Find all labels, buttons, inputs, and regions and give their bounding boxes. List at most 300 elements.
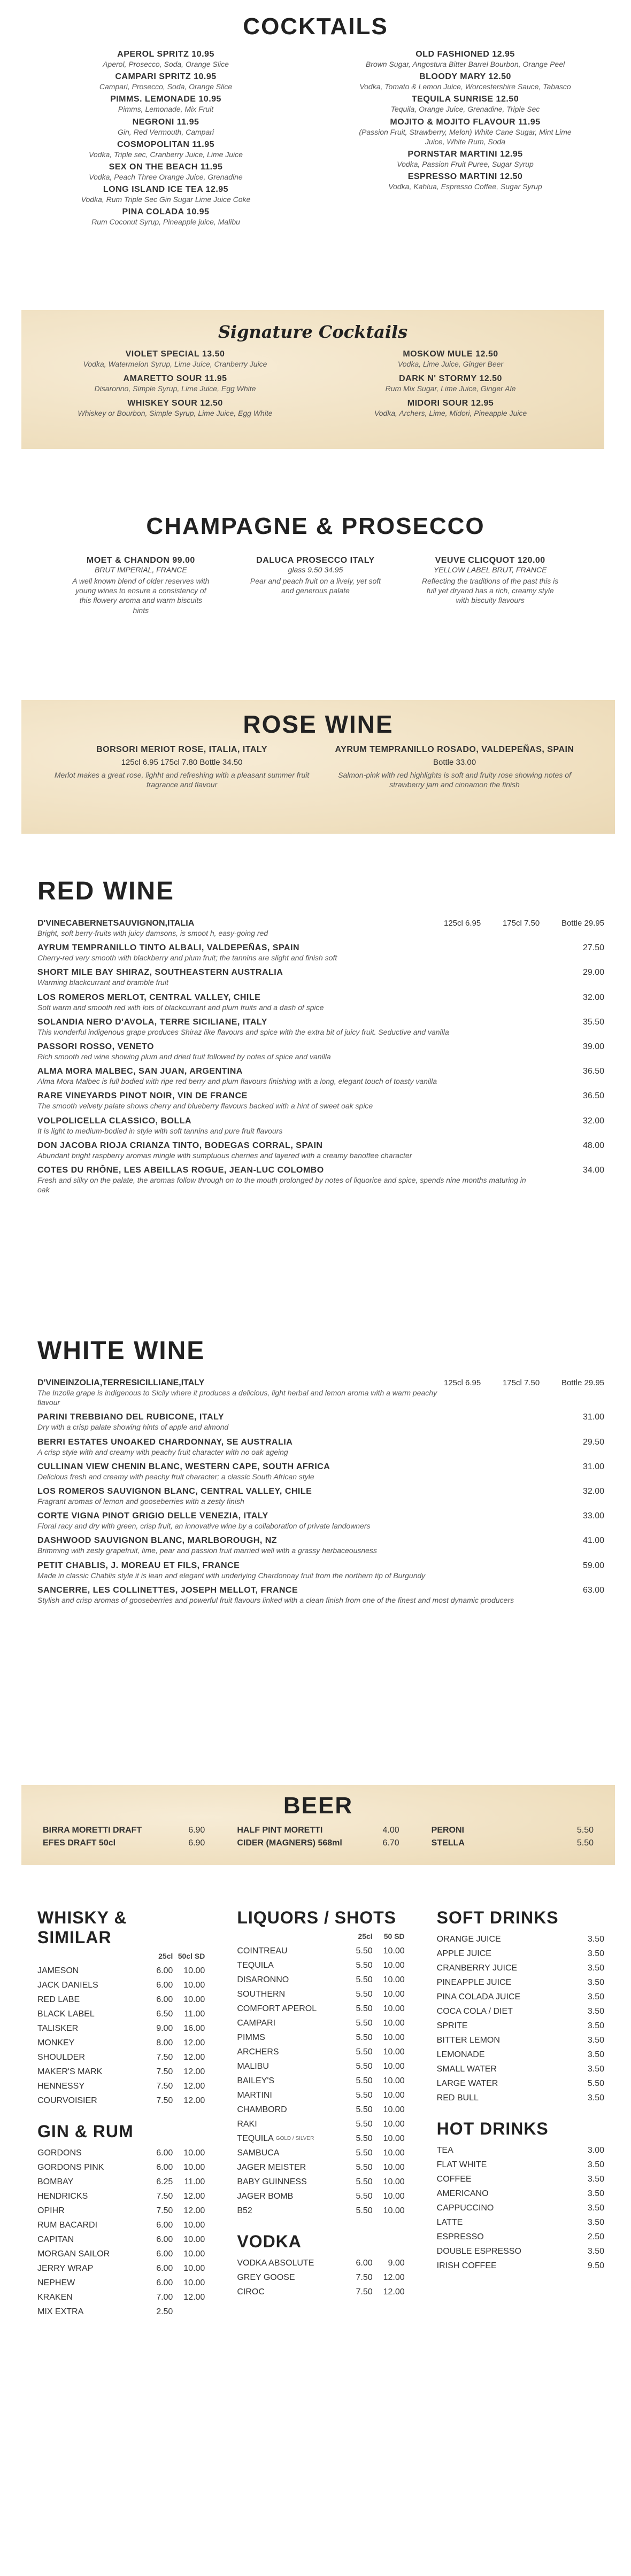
white-house-desc: The Inzolia grape is indigenous to Sicily where it produces a delicious, light herbal and lemon aroma with a warm peachy flavour xyxy=(37,1388,437,1407)
beer-name: CIDER (MAGNERS) 568ml xyxy=(237,1838,342,1848)
wine-main xyxy=(37,993,540,1012)
drink-row xyxy=(437,1990,604,2004)
wine-desc: Fragrant aromas of lemon and gooseberries with a zesty finish xyxy=(37,1496,244,1506)
signature-item xyxy=(53,350,297,369)
whisky-title: WHISKY & SIMILAR xyxy=(37,1908,127,1947)
cocktail-name: APEROL SPRITZ 10.95 xyxy=(117,50,214,59)
drink-price-double: 9.00 xyxy=(388,2258,405,2268)
rose-title: ROSE WINE xyxy=(243,710,394,738)
cocktail-name: NEGRONI 11.95 xyxy=(132,117,199,127)
drink-price: 5.50 xyxy=(587,2078,604,2088)
drink-row xyxy=(437,1961,604,1975)
drink-price-double: 10.00 xyxy=(383,2105,405,2114)
drink-price: 3.00 xyxy=(587,2145,604,2155)
cocktail-item xyxy=(59,50,273,69)
wine-price: 34.00 xyxy=(582,1165,604,1175)
drink-row xyxy=(237,2030,404,2045)
drink-price: 7.50 xyxy=(356,2272,373,2282)
rose-desc: Merlot makes a great rose, lighht and refreshing with a pleasant summer fruit fragrance and flavour xyxy=(54,771,310,789)
wine-price: 41.00 xyxy=(582,1536,604,1546)
wine-main xyxy=(37,943,540,963)
cocktail-item xyxy=(358,150,572,169)
drink-name: JACK DANIELS xyxy=(37,1980,98,1990)
wine-name: SOLANDIA NERO D'AVOLA, TERRE SICILIANE, ITALY xyxy=(37,1017,267,1027)
wine-desc: Warming blackcurrant and bramble fruit xyxy=(37,978,168,987)
drink-row xyxy=(437,2186,604,2201)
drink-name: OPIHR xyxy=(37,2206,65,2215)
drink-row xyxy=(237,2146,404,2160)
wine-name: LOS ROMEROS SAUVIGNON BLANC, CENTRAL VALLEY, CHILE xyxy=(37,1486,312,1496)
rose-prices: Bottle 33.00 xyxy=(433,758,476,767)
wine-desc: This wonderful indigenous grape produces Shiraz like flavours and spice with the extra bit of juicy fruit. Seductive and vanilla xyxy=(37,1027,449,1036)
drink-name: SPRITE xyxy=(436,2021,468,2030)
drink-name: TEA xyxy=(436,2145,453,2155)
liquors-column-header xyxy=(237,1932,404,1941)
beer-price: 4.00 xyxy=(382,1826,399,1835)
rose-item xyxy=(53,745,310,789)
drink-name: RUM BACARDI xyxy=(37,2220,98,2230)
drink-price-double: 12.00 xyxy=(383,2287,405,2296)
drink-price-double: 10.00 xyxy=(183,2162,205,2172)
drink-row xyxy=(437,2230,604,2244)
drink-row xyxy=(237,2175,404,2189)
drink-name: PINEAPPLE JUICE xyxy=(436,1977,512,1987)
drink-name: GORDONS PINK xyxy=(37,2162,104,2172)
wine-main xyxy=(37,1018,540,1037)
drink-name: ORANGE JUICE xyxy=(436,1934,501,1944)
drink-price-double: 10.00 xyxy=(383,1946,405,1956)
drink-name: APPLE JUICE xyxy=(436,1949,491,1958)
wine-price: 33.00 xyxy=(582,1511,604,1521)
drink-name: JAGER BOMB xyxy=(237,2191,294,2201)
cocktail-name: PINA COLADA 10.95 xyxy=(122,207,210,217)
rose-wine-panel xyxy=(21,700,615,834)
drink-name: ARCHERS xyxy=(237,2047,279,2057)
drink-price-double: 11.00 xyxy=(184,2009,205,2019)
drink-name: TEQUILA xyxy=(237,1960,274,1970)
drink-name: COINTREAU xyxy=(237,1946,288,1956)
red-house-desc: Bright, soft berry-fruits with juicy damsons, is smoot h, easy-going red xyxy=(37,929,268,937)
drink-row xyxy=(437,1932,604,1946)
beer-panel xyxy=(21,1785,615,1865)
drink-name: KRAKEN xyxy=(37,2292,73,2302)
signature-desc: Rum Mix Sugar, Lime Juice, Ginger Ale xyxy=(385,384,516,393)
drink-price: 3.50 xyxy=(587,2160,604,2169)
wine-desc: Fresh and silky on the palate, the aromas follow through on to the mouth prolonged by notes of liquorice and spice, spends nine months maturing in oak xyxy=(37,1175,526,1194)
drink-price: 3.50 xyxy=(587,1949,604,1958)
wine-price: 32.00 xyxy=(582,992,604,1002)
whisky-col2: 50cl SD xyxy=(178,1952,205,1960)
wine-desc: Floral racy and dry with green, crisp fruit, an innovative wine by a collaboration of private landowners xyxy=(37,1522,371,1531)
drink-row xyxy=(237,2131,404,2146)
drink-row xyxy=(437,2076,604,2091)
signature-desc: Whiskey or Bourbon, Simple Syrup, Lime Juice, Egg White xyxy=(78,409,273,418)
drink-price: 6.00 xyxy=(156,2220,173,2230)
drink-price: 5.50 xyxy=(356,2162,373,2172)
drink-row xyxy=(37,2290,205,2305)
red-wine-house-row xyxy=(37,919,604,938)
drink-row xyxy=(237,2088,404,2102)
signature-cocktails-panel xyxy=(21,310,604,449)
cocktail-desc: (Passion Fruit, Strawberry, Melon) White Cane Sugar, Mint Lime Juice, White Rum, Soda xyxy=(359,127,572,146)
drink-row xyxy=(37,2021,205,2036)
drink-row xyxy=(37,2305,205,2319)
drink-name: CAMPARI xyxy=(237,2018,276,2028)
cocktail-name: COSMOPOLITAN 11.95 xyxy=(117,139,215,149)
wine-name: BERRI ESTATES UNOAKED CHARDONNAY, SE AUSTRALIA xyxy=(37,1437,293,1447)
drink-row xyxy=(437,1946,604,1961)
wine-desc: Stylish and crisp aromas of gooseberries and powerful fruit flavours linked with a clean finish from one of the finest and most dynamic producers xyxy=(37,1595,514,1604)
drink-name: JERRY WRAP xyxy=(37,2263,94,2273)
white-wine-title: WHITE WINE xyxy=(37,1337,205,1365)
drink-price: 2.50 xyxy=(587,2232,604,2241)
drink-name: SHOULDER xyxy=(37,2052,85,2062)
drink-name: LATTE xyxy=(436,2217,463,2227)
drink-row xyxy=(37,2065,205,2079)
drink-price: 6.00 xyxy=(356,2258,373,2268)
beer-list xyxy=(43,1826,594,1851)
drink-row xyxy=(37,2093,205,2108)
wine-row xyxy=(37,1067,604,1086)
wine-price: 31.00 xyxy=(582,1462,604,1471)
cocktail-item xyxy=(358,72,572,91)
cocktail-desc: Vodka, Kahlua, Espresso Coffee, Sugar Syrup xyxy=(388,182,542,191)
whisky-list xyxy=(37,1964,205,2108)
drink-row xyxy=(437,2244,604,2259)
signature-item xyxy=(329,350,572,369)
drink-row xyxy=(37,2036,205,2050)
drink-price: 3.50 xyxy=(587,2064,604,2074)
cocktail-desc: Aperol, Prosecco, Soda, Orange Slice xyxy=(103,60,229,68)
drink-price: 6.00 xyxy=(156,2234,173,2244)
drink-price-double: 10.00 xyxy=(383,2148,405,2158)
cocktail-name: ESPRESSO MARTINI 12.50 xyxy=(407,172,523,182)
drink-row xyxy=(437,2062,604,2076)
cocktail-name: PIMMS. LEMONADE 10.95 xyxy=(110,95,221,104)
cocktail-desc: Vodka, Rum Triple Sec Gin Sugar Lime Juice Coke xyxy=(81,195,251,204)
champagne-name: DALUCA PROSECCO ITALY xyxy=(256,556,375,565)
cocktail-desc: Vodka, Tomato & Lemon Juice, Worcestershire Sauce, Tabasco xyxy=(359,82,571,91)
drink-price: 5.50 xyxy=(356,1975,373,1984)
champagne-desc: Reflecting the traditions of the past this is full yet dryand has a rich, creamy style with biscuity flavours xyxy=(422,577,559,605)
drink-name: AMERICANO xyxy=(436,2189,489,2198)
wine-name: AYRUM TEMPRANILLO TINTO ALBALI, VALDEPEÑAS, SPAIN xyxy=(37,943,299,953)
cocktail-desc: Tequila, Orange Juice, Grenadine, Triple Sec xyxy=(390,105,540,114)
wine-row xyxy=(37,943,604,963)
drink-name: CRANBERRY JUICE xyxy=(436,1963,518,1973)
signature-name: MOSKOW MULE 12.50 xyxy=(403,350,498,359)
signature-grid xyxy=(53,350,572,421)
champagne-desc: Pear and peach fruit on a lively, yet soft and generous palate xyxy=(250,577,381,595)
wine-main xyxy=(37,1586,540,1605)
cocktail-item xyxy=(59,72,273,91)
red-wine-list xyxy=(37,943,604,1194)
cocktail-desc: Campari, Prosecco, Soda, Orange Slice xyxy=(99,82,233,91)
drink-price: 5.50 xyxy=(356,2090,373,2100)
champagne-sub: YELLOW LABEL BRUT, FRANCE xyxy=(433,565,547,574)
drink-price: 7.50 xyxy=(156,2067,173,2076)
drink-name: MIX EXTRA xyxy=(37,2307,84,2316)
drink-price: 5.50 xyxy=(356,2061,373,2071)
drink-row xyxy=(37,2189,205,2203)
drink-price: 5.50 xyxy=(356,2148,373,2158)
wine-price: 35.50 xyxy=(582,1017,604,1027)
champagne-sub: BRUT IMPERIAL, FRANCE xyxy=(94,565,187,574)
drink-row xyxy=(37,2175,205,2189)
wine-name: CULLINAN VIEW CHENIN BLANC, WESTERN CAPE, SOUTH AFRICA xyxy=(37,1462,330,1471)
wine-row xyxy=(37,1438,604,1457)
rose-desc: Salmon-pink with red highlights is soft and fruity rose showing notes of strawberry jam and cinnamon the finish xyxy=(338,771,571,789)
vodka-title: VODKA xyxy=(237,2232,302,2251)
drink-price-double: 12.00 xyxy=(183,2206,205,2215)
drink-price: 3.50 xyxy=(587,2093,604,2102)
drink-name: MONKEY xyxy=(37,2038,75,2047)
drink-price: 5.50 xyxy=(356,1989,373,1999)
drink-price-double: 12.00 xyxy=(183,2191,205,2201)
drink-price-double: 10.00 xyxy=(183,2263,205,2273)
drink-row xyxy=(437,2259,604,2273)
drink-price: 5.50 xyxy=(356,2105,373,2114)
signature-item xyxy=(329,399,572,418)
drink-row xyxy=(37,2007,205,2021)
wine-name: PETIT CHABLIS, J. MOREAU ET FILS, FRANCE xyxy=(37,1561,240,1570)
drink-price: 5.50 xyxy=(356,2032,373,2042)
wine-name: DON JACOBA RIOJA CRIANZA TINTO, BODEGAS CORRAL, SPAIN xyxy=(37,1140,323,1150)
drink-name: VODKA ABSOLUTE xyxy=(237,2258,314,2268)
champagne-item xyxy=(421,556,560,615)
beer-name: STELLA xyxy=(431,1838,465,1848)
liquors-col2: 50 SD xyxy=(383,1932,405,1941)
drink-price: 6.00 xyxy=(156,2263,173,2273)
champagne-name: VEUVE CLICQUOT 120.00 xyxy=(435,556,545,565)
wine-name: ALMA MORA MALBEC, SAN JUAN, ARGENTINA xyxy=(37,1067,243,1076)
wine-name: DASHWOOD SAUVIGNON BLANC, MARLBOROUGH, NZ xyxy=(37,1536,278,1546)
wine-desc: Abundant bright raspberry aromas mingle with sumptuous cherries and layered with a creamy banoffee character xyxy=(37,1151,412,1160)
drink-price: 3.50 xyxy=(587,2050,604,2059)
beer-item xyxy=(43,1838,205,1848)
cocktail-desc: Gin, Red Vermouth, Campari xyxy=(118,127,214,136)
wine-row xyxy=(37,1586,604,1605)
liquors-list xyxy=(237,1944,404,2218)
drink-name: BAILEY'S xyxy=(237,2076,275,2085)
cocktail-desc: Rum Coconut Syrup, Pineapple juice, Malibu xyxy=(91,218,240,227)
signature-item xyxy=(53,399,297,418)
drink-row xyxy=(437,2158,604,2172)
whisky-gin-column xyxy=(37,1908,205,2442)
wine-row xyxy=(37,1511,604,1531)
wine-main xyxy=(37,1511,540,1531)
cocktail-item xyxy=(358,172,572,191)
champagne-item xyxy=(246,556,385,615)
wine-price: 32.00 xyxy=(582,1486,604,1496)
drink-row xyxy=(237,1944,404,1958)
wine-main xyxy=(37,1462,540,1481)
wine-row xyxy=(37,1536,604,1555)
drink-price: 3.50 xyxy=(587,2035,604,2045)
drink-row xyxy=(237,1987,404,2001)
beer-price: 6.90 xyxy=(188,1826,205,1835)
wine-main xyxy=(37,1438,540,1457)
drink-price: 3.50 xyxy=(587,2203,604,2213)
cocktail-name: LONG ISLAND ICE TEA 12.95 xyxy=(103,185,229,195)
drink-name: MORGAN SAILOR xyxy=(37,2249,110,2259)
drink-price-double: 10.00 xyxy=(383,2076,405,2085)
drink-price: 7.50 xyxy=(356,2287,373,2296)
drink-name: BOMBAY xyxy=(37,2177,74,2186)
drink-price: 2.50 xyxy=(156,2307,173,2316)
drink-price-double: 10.00 xyxy=(383,2032,405,2042)
drink-note: GOLD / SILVER xyxy=(275,2136,314,2142)
drink-name: HENDRICKS xyxy=(37,2191,88,2201)
signature-name: DARK N' STORMY 12.50 xyxy=(399,374,502,384)
drink-name: DISARONNO xyxy=(237,1975,289,1984)
drink-row xyxy=(237,2189,404,2203)
soft-title: SOFT DRINKS xyxy=(436,1908,559,1927)
beer-name: EFES DRAFT 50cl xyxy=(43,1838,116,1848)
cocktail-desc: Pimms, Lemonade, Mix Fruit xyxy=(118,105,214,114)
red-house-name: D'VINECABERNETSAUVIGNON,ITALIA xyxy=(37,919,195,928)
drink-price-double: 10.00 xyxy=(383,1989,405,1999)
drink-name: MARTINI xyxy=(237,2090,272,2100)
drink-name: HENNESSY xyxy=(37,2081,85,2091)
drink-row xyxy=(37,2218,205,2232)
drink-name: COURVOISIER xyxy=(37,2096,97,2105)
wine-main xyxy=(37,968,540,987)
drink-price-double: 10.00 xyxy=(383,2119,405,2129)
drink-price: 6.50 xyxy=(156,2009,173,2019)
drink-price-double: 10.00 xyxy=(183,2220,205,2230)
drink-price-double: 10.00 xyxy=(383,2047,405,2057)
drink-name: CAPPUCCINO xyxy=(436,2203,494,2213)
rose-name: BORSORI MERIOT ROSE, ITALIA, ITALY xyxy=(96,745,267,754)
drink-price: 6.00 xyxy=(156,1980,173,1990)
wine-price: 32.00 xyxy=(582,1116,604,1126)
cocktails-right-column xyxy=(358,50,572,230)
drink-row xyxy=(237,2059,404,2074)
drink-price-double: 10.00 xyxy=(183,1966,205,1975)
signature-desc: Vodka, Watermelon Syrup, Lime Juice, Cranberry Juice xyxy=(83,360,267,368)
drink-price: 5.50 xyxy=(356,2133,373,2143)
signature-title: Signature Cocktails xyxy=(218,322,408,342)
drink-price: 5.50 xyxy=(356,2206,373,2215)
drink-row xyxy=(37,2203,205,2218)
drink-price: 3.50 xyxy=(587,2246,604,2256)
beer-item xyxy=(237,1838,399,1848)
cocktail-item xyxy=(59,95,273,114)
wine-row xyxy=(37,1018,604,1037)
drink-price: 5.50 xyxy=(356,2004,373,2013)
beer-name: BIRRA MORETTI DRAFT xyxy=(43,1826,142,1835)
signature-desc: Vodka, Lime Juice, Ginger Beer xyxy=(397,360,504,368)
drink-price-double: 10.00 xyxy=(383,1975,405,1984)
drink-row xyxy=(237,2203,404,2218)
drink-name: LEMONADE xyxy=(436,2050,485,2059)
wine-name: SANCERRE, LES COLLINETTES, JOSEPH MELLOT, FRANCE xyxy=(37,1585,298,1595)
drink-price: 6.00 xyxy=(156,2278,173,2287)
drink-price-double: 10.00 xyxy=(383,2061,405,2071)
drink-name: NEPHEW xyxy=(37,2278,75,2287)
drink-price: 7.00 xyxy=(156,2292,173,2302)
wine-desc: Brimming with zesty grapefruit, lime, pear and passion fruit married well with a grassy herbaceousness xyxy=(37,1546,377,1555)
drink-price: 5.50 xyxy=(356,2076,373,2085)
red-bottle: Bottle 29.95 xyxy=(561,919,604,928)
wine-main xyxy=(37,1116,540,1136)
wine-row xyxy=(37,993,604,1012)
drink-price: 9.50 xyxy=(587,2261,604,2270)
drink-name: GORDONS xyxy=(37,2148,82,2158)
white-wine-house-row xyxy=(37,1378,604,1407)
drink-row xyxy=(37,2261,205,2276)
wine-row xyxy=(37,968,604,987)
beer-item xyxy=(43,1826,205,1835)
drink-row xyxy=(37,1964,205,1978)
drink-price: 3.50 xyxy=(587,1977,604,1987)
drink-row xyxy=(437,2143,604,2158)
rose-list xyxy=(53,745,583,789)
drink-row xyxy=(37,1992,205,2007)
cocktail-desc: Vodka, Peach Three Orange Juice, Grenadine xyxy=(89,172,243,181)
wine-name: LOS ROMEROS MERLOT, CENTRAL VALLEY, CHILE xyxy=(37,992,261,1002)
beer-item xyxy=(237,1826,399,1835)
drink-price-double: 10.00 xyxy=(383,2018,405,2028)
drink-price: 6.00 xyxy=(156,2249,173,2259)
cocktail-desc: Vodka, Passion Fruit Puree, Sugar Syrup xyxy=(397,159,534,168)
cocktail-item xyxy=(59,118,273,137)
drink-name: MAKER'S MARK xyxy=(37,2067,103,2076)
beer-price: 6.90 xyxy=(188,1838,205,1848)
wine-desc: Made in classic Chablis style it is lean and elegant with underlying Chardonnay fruit from the northern tip of Burgundy xyxy=(37,1571,426,1580)
drink-name: JAGER MEISTER xyxy=(237,2162,306,2172)
wine-price: 27.50 xyxy=(582,943,604,953)
drink-name: COCA COLA / DIET xyxy=(436,2006,513,2016)
drink-row xyxy=(237,2001,404,2016)
wine-main xyxy=(37,1166,540,1194)
cocktail-item xyxy=(358,118,572,146)
drink-price: 6.25 xyxy=(156,2177,173,2186)
champagne-section xyxy=(0,513,631,673)
drink-name: CIROC xyxy=(237,2287,265,2296)
signature-item xyxy=(53,374,297,393)
drink-price-double: 10.00 xyxy=(383,2090,405,2100)
wine-desc: The smooth velvety palate shows cherry and blueberry flavours backed with a hint of sweet oak spice xyxy=(37,1101,373,1111)
wine-desc: A crisp style with and creamy with peachy fruit character with no oak ageing xyxy=(37,1447,288,1456)
wine-name: SHORT MILE BAY SHIRAZ, SOUTHEASTERN AUSTRALIA xyxy=(37,968,283,977)
drink-name: COMFORT APEROL xyxy=(237,2004,317,2013)
cocktail-item xyxy=(358,95,572,114)
drink-name: PIMMS xyxy=(237,2032,265,2042)
drink-name: CAPITAN xyxy=(37,2234,74,2244)
champagne-list xyxy=(0,556,631,615)
drink-row xyxy=(237,1958,404,1973)
signature-name: VIOLET SPECIAL 13.50 xyxy=(125,350,225,359)
drink-price-double: 10.00 xyxy=(383,1960,405,1970)
wine-main xyxy=(37,1536,540,1555)
vodka-list xyxy=(237,2256,404,2299)
beer-name: PERONI xyxy=(431,1826,464,1835)
cocktail-item xyxy=(59,162,273,182)
drink-price-double: 10.00 xyxy=(383,2177,405,2186)
wine-name: VOLPOLICELLA CLASSICO, BOLLA xyxy=(37,1116,192,1126)
wine-main xyxy=(37,1487,540,1506)
wine-name: PARINI TREBBIANO DEL RUBICONE, ITALY xyxy=(37,1413,224,1422)
wine-price: 39.00 xyxy=(582,1042,604,1051)
cocktail-name: TEQUILA SUNRISE 12.50 xyxy=(411,95,519,104)
drink-price-double: 10.00 xyxy=(383,2191,405,2201)
wine-row xyxy=(37,1042,604,1061)
drink-price: 9.00 xyxy=(156,2023,173,2033)
beer-price: 5.50 xyxy=(576,1838,594,1848)
champagne-sub: glass 9.50 34.95 xyxy=(288,565,343,574)
